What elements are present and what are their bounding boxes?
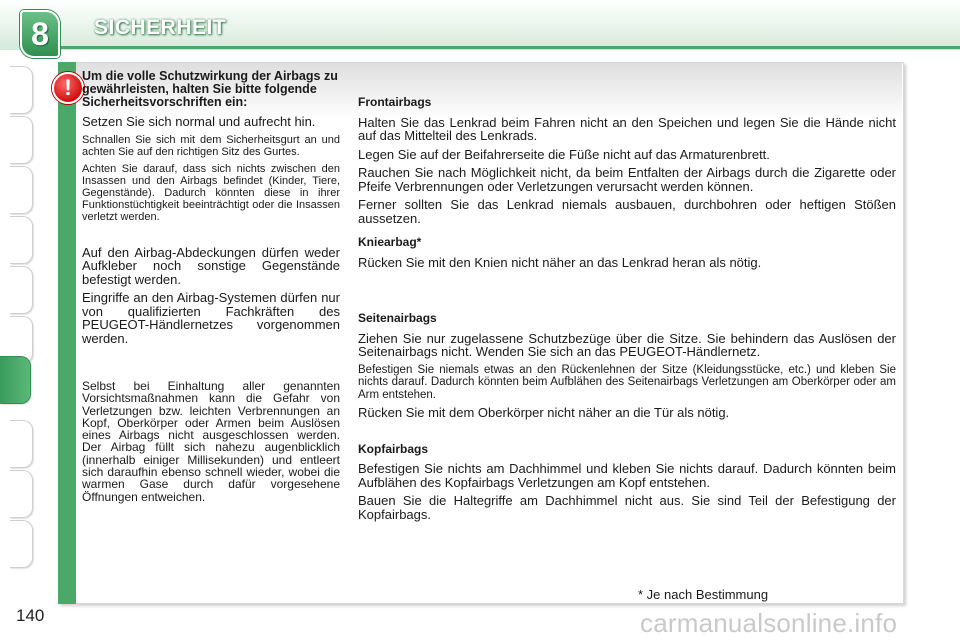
chapter-badge bbox=[20, 10, 60, 58]
kniearbag-heading: Kniearbag* bbox=[358, 235, 422, 249]
frontairbags-paragraph-4: Ferner sollten Sie das Lenkrad niemals ausbauen, durchbohren oder heftigen Stößen aussetzen. bbox=[358, 197, 896, 226]
intro-heading: Um die volle Schutzwirkung der Airbags zu gewährleisten, halten Sie bitte folgende Sicherheitsvorschriften ein: bbox=[82, 69, 338, 109]
chapter-number: 8 bbox=[31, 15, 49, 52]
left-column bbox=[82, 70, 340, 508]
frontairbags-paragraph-2: Legen Sie auf der Beifahrerseite die Füße nicht auf das Armaturenbrett. bbox=[358, 146, 770, 162]
chapter-tab-8-active[interactable] bbox=[0, 356, 31, 404]
seitenairbags-paragraph-3: Rücken Sie mit dem Oberkörper nicht näher an die Tür als nötig. bbox=[358, 405, 730, 420]
kopfairbags-heading: Kopfairbags bbox=[358, 441, 429, 456]
page-number: 140 bbox=[16, 606, 45, 625]
frontairbags-paragraph-3: Rauchen Sie nach Möglichkeit nicht, da beim Entfalten der Airbags durch die Zigarette oder Pfeife Verbrennungen oder Verletzungen verursacht werden können. bbox=[358, 165, 896, 194]
left-paragraph-1: Setzen Sie sich normal und aufrecht hin. bbox=[82, 114, 316, 129]
left-paragraph-2: Schnallen Sie sich mit dem Sicherheitsgurt an und achten Sie auf den richtigen Sitz des Gurtes. bbox=[82, 133, 340, 158]
panel-accent-bar bbox=[58, 62, 76, 604]
kopfairbags-paragraph-1: Befestigen Sie nichts am Dachhimmel und kleben Sie nichts darauf. Dadurch könnten beim Aufblähen des Kopfairbags Verletzungen am Kopf entstehen. bbox=[358, 461, 896, 490]
seitenairbags-paragraph-2: Befestigen Sie niemals etwas an den Rückenlehnen der Sitze (Kleidungsstücke, etc.) und kleben Sie nichts darauf. Dadurch könnten beim Aufblähen des Seitenairbags Verletzungen am Oberkörper oder am Arm entstehen. bbox=[358, 363, 896, 401]
footnote: * Je nach Bestimmung bbox=[638, 587, 769, 602]
left-paragraph-5: Eingriffe an den Airbag-Systemen dürfen nur von qualifizierten Fachkräften des PEUGEOT-Händlernetzes vorgenommen werden. bbox=[82, 290, 340, 346]
chapter-tab-5[interactable] bbox=[10, 266, 33, 314]
chapter-tab-10[interactable] bbox=[10, 470, 33, 518]
header-rule bbox=[52, 46, 960, 49]
left-paragraph-3: Achten Sie darauf, dass sich nichts zwischen den Insassen und den Airbags befindet (Kinder, Tiere, Gegenstände). Dadurch könnten diese in ihrer Funktionstüchtigkeit beeinträchtigt oder die Insassen verletzt werden. bbox=[82, 162, 340, 223]
kniearbag-paragraph-1: Rücken Sie mit den Knien nicht näher an das Lenkrad heran als nötig. bbox=[358, 254, 762, 270]
left-paragraph-4: Auf den Airbag-Abdeckungen dürfen weder Aufkleber noch sonstige Gegenstände befestigt werden. bbox=[82, 244, 340, 287]
chapter-tab-11[interactable] bbox=[10, 520, 33, 568]
chapter-tab-4[interactable] bbox=[10, 216, 33, 264]
frontairbags-heading: Frontairbags bbox=[358, 95, 432, 109]
frontairbags-paragraph-1: Halten Sie das Lenkrad beim Fahren nicht an den Speichen und legen Sie die Hände nicht auf das Mittelteil des Lenkrads. bbox=[358, 114, 896, 143]
chapter-tab-1[interactable] bbox=[10, 66, 33, 114]
chapter-tab-2[interactable] bbox=[10, 116, 33, 164]
chapter-tab-3[interactable] bbox=[10, 166, 33, 214]
right-column bbox=[358, 96, 896, 526]
seitenairbags-paragraph-1: Ziehen Sie nur zugelassene Schutzbezüge über die Sitze. Sie behindern das Auslösen der Seitenairbags nicht. Wenden Sie sich an das PEUGEOT-Händlernetz. bbox=[358, 330, 896, 359]
exclamation-warning-icon: ! bbox=[52, 72, 84, 104]
section-title: SICHERHEIT bbox=[94, 16, 227, 39]
kopfairbags-paragraph-2: Bauen Sie die Haltegriffe am Dachhimmel nicht aus. Sie sind Teil der Befestigung der Kopfairbags. bbox=[358, 493, 896, 522]
seitenairbags-heading: Seitenairbags bbox=[358, 311, 437, 325]
chapter-tab-9[interactable] bbox=[10, 420, 33, 468]
left-paragraph-6: Selbst bei Einhaltung aller genannten Vorsichtsmaßnahmen kann die Gefahr von Verletzungen bzw. leichten Verbrennungen an Kopf, Oberkörper oder Armen beim Auslösen eines Airbags nicht ausgeschlossen werden. Der Airbag füllt sich nahezu augenblicklich (innerhalb einiger Millisekunden) und entleert sich daraufhin ebenso schnell wieder, wobei die warmen Gase durch dafür vorgesehene Öffnungen entweichen. bbox=[82, 379, 340, 504]
watermark: carmanualsonline.info bbox=[640, 608, 898, 638]
